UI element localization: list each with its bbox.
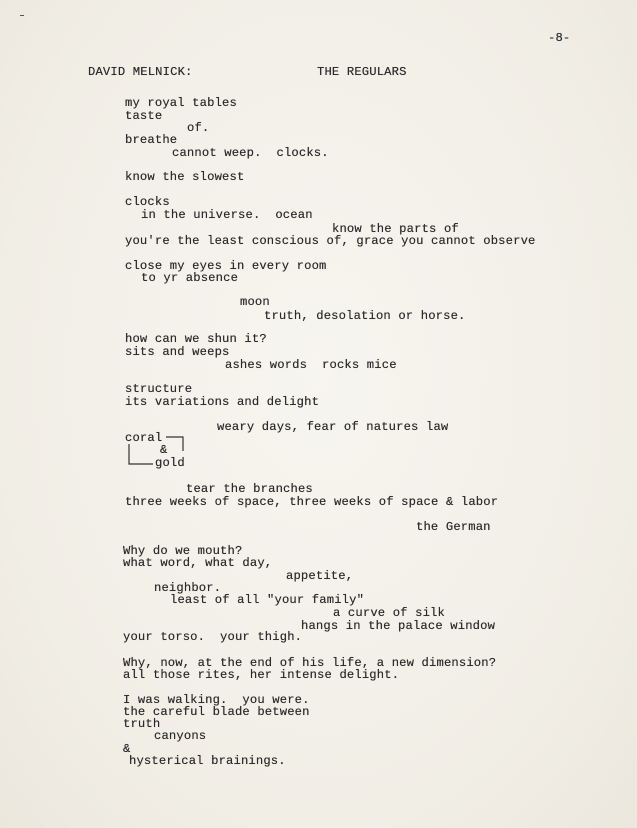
page-number: -8- <box>548 31 571 45</box>
poem-line: know the slowest <box>125 170 245 184</box>
poem-line: breathe <box>125 133 178 147</box>
poem-line: hangs in the palace window <box>301 619 496 633</box>
poem-line: to yr absence <box>141 271 239 285</box>
poem-line: structure <box>125 382 193 396</box>
poem-line: & <box>123 742 131 756</box>
poem-line: in the universe. ocean <box>141 208 313 222</box>
poem-line: its variations and delight <box>125 395 320 409</box>
poem-line: know the parts of <box>332 222 459 236</box>
poem-line: gold <box>155 456 185 470</box>
poem-line: clocks <box>125 195 170 209</box>
poem-line: the German <box>416 520 491 534</box>
poem-line: you're the least conscious of, grace you cannot observe <box>125 234 536 248</box>
poem-line: neighbor. <box>154 581 222 595</box>
poem-line: three weeks of space, three weeks of space & labor <box>125 495 499 509</box>
poem-line: canyons <box>154 729 207 743</box>
poem-line: Why, now, at the end of his life, a new dimension? <box>123 656 497 670</box>
poem-line: sits and weeps <box>125 345 230 359</box>
poem-line: hysterical brainings. <box>129 754 286 768</box>
poem-line: what word, what day, <box>123 556 273 570</box>
poem-line: moon <box>240 295 270 309</box>
poem-line: truth <box>123 717 161 731</box>
poem-line: how can we shun it? <box>125 332 267 346</box>
poem-line: your torso. your thigh. <box>123 630 303 644</box>
poem-line: truth, desolation or horse. <box>264 309 466 323</box>
poem-line: cannot weep. clocks. <box>172 146 329 160</box>
poem-line: close my eyes in every room <box>125 259 327 273</box>
poem-line: appetite, <box>286 569 354 583</box>
poem-line: weary days, fear of natures law <box>217 420 449 434</box>
poem-line: ashes words rocks mice <box>225 358 397 372</box>
poem-line: Why do we mouth? <box>123 544 243 558</box>
poem-line: of. <box>187 121 210 135</box>
poem-line: coral <box>125 431 163 445</box>
poem-line: & <box>160 443 168 457</box>
poem-line: all those rites, her intense delight. <box>123 668 400 682</box>
poem-line: my royal tables <box>125 96 237 110</box>
poem-line: least of all "your family" <box>170 593 365 607</box>
poem-line: I was walking. you were. <box>123 693 310 707</box>
poem-title: THE REGULARS <box>317 65 407 79</box>
poem-line: the careful blade between <box>123 705 310 719</box>
author-heading: DAVID MELNICK: <box>88 65 193 79</box>
poem-line: tear the branches <box>186 482 313 496</box>
poem-line: taste <box>125 109 163 123</box>
corner-mark <box>20 15 24 16</box>
poem-line: a curve of silk <box>333 606 445 620</box>
